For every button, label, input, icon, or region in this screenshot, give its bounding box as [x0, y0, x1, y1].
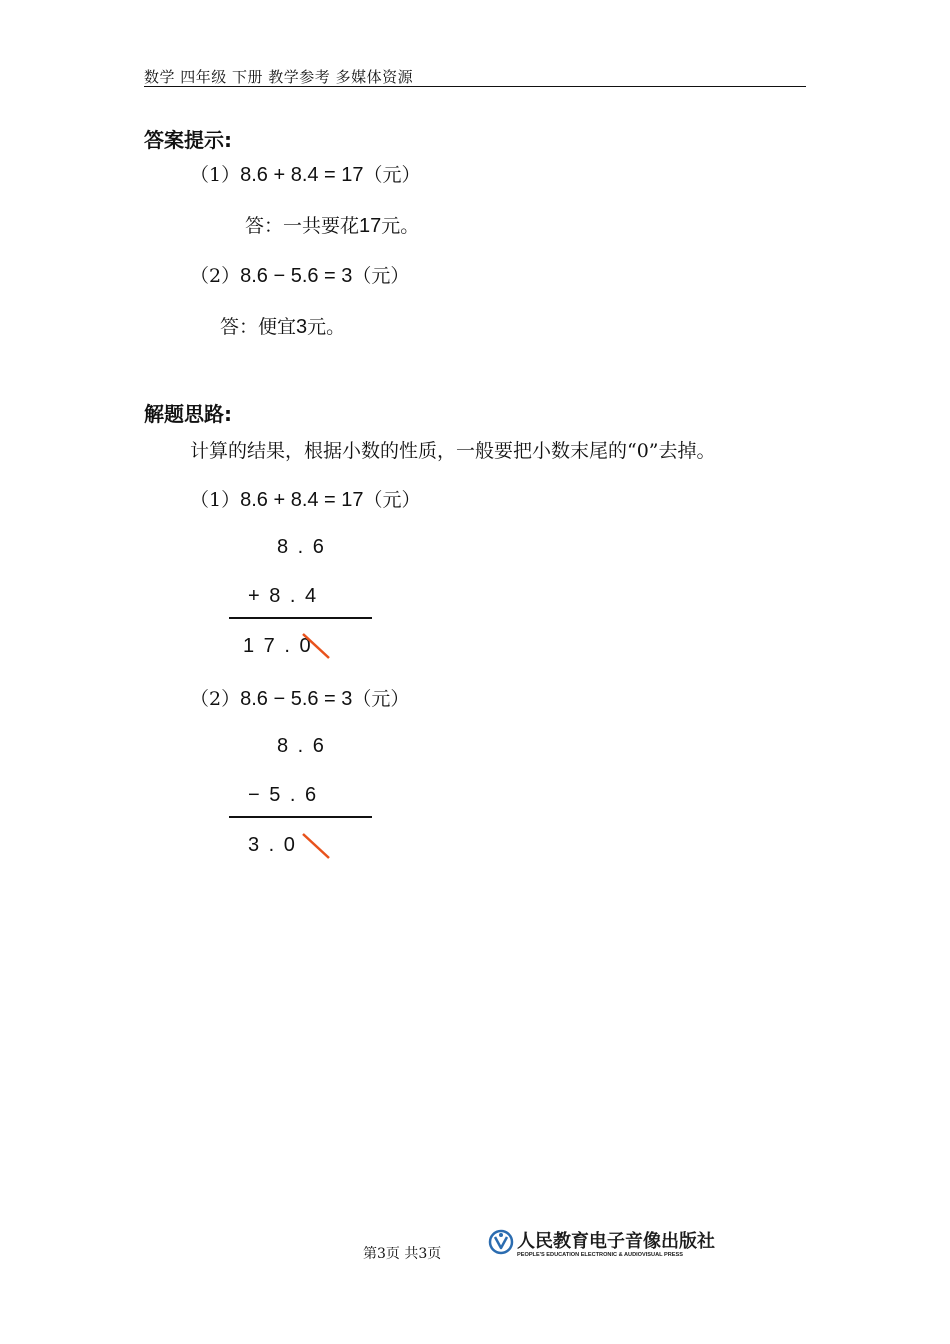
thinking-heading: 解题思路: [144, 402, 232, 426]
thinking-q2-label: （2） [190, 688, 241, 710]
thinking-q1-label: （1） [190, 489, 241, 511]
thinking-q1-expr: 8.6 + 8.4 = 17 [240, 489, 364, 511]
answer-q1-label: （1） [190, 164, 241, 186]
vertical1-strike-mark [300, 630, 334, 662]
vertical2-rule [229, 816, 372, 818]
header-rule [144, 86, 806, 87]
vertical2-second: − 5 . 6 [248, 784, 319, 806]
answer-q1-answer [245, 211, 419, 238]
answer-q2-label: （2） [190, 265, 241, 287]
answer-q1-expr: 8.6 + 8.4 = 17 [240, 164, 364, 186]
page-header: 数学 四年级 下册 教学参考 多媒体资源 [144, 68, 414, 86]
answer-q2 [190, 261, 409, 288]
thinking-intro: 计算的结果，根据小数的性质，一般要把小数末尾的“0”去掉。 [190, 440, 716, 462]
thinking-q2-unit: （元） [352, 688, 410, 710]
footer-page-number: 第3页 共3页 [363, 1246, 442, 1262]
strike-line-1 [303, 634, 329, 658]
vertical1-second: + 8 . 4 [248, 585, 319, 607]
answer-q1-unit: （元） [363, 164, 421, 186]
answer-heading: 答案提示: [144, 128, 232, 152]
thinking-q1 [190, 485, 421, 512]
publisher-logo [488, 1228, 718, 1260]
pep-logo-icon [490, 1231, 512, 1253]
answer-q2-expr: 8.6 − 5.6 = 3 [240, 265, 353, 287]
answer-q2-unit: （元） [352, 265, 410, 287]
vertical2-result: 3 . 0 [248, 834, 297, 856]
answer-q2-answer-num: 3 [296, 316, 308, 338]
thinking-q2-expr: 8.6 − 5.6 = 3 [240, 688, 353, 710]
answer-q1-answer-num: 17 [359, 215, 382, 237]
answer-q2-answer [220, 312, 345, 339]
vertical1-rule [229, 617, 372, 619]
logo-chinese-name: 人民教育电子音像出版社 [517, 1231, 715, 1252]
vertical1-result: 1 7 . 0 [243, 635, 313, 657]
thinking-q2 [190, 684, 409, 711]
vertical2-top: 8 . 6 [277, 735, 326, 757]
strike-line-2 [303, 834, 329, 858]
logo-english-name: PEOPLE'S EDUCATION ELECTRONIC & AUDIOVISUAL PRESS [517, 1252, 683, 1258]
answer-q2-answer-prefix: 答：便宜 [220, 316, 297, 338]
answer-q1 [190, 160, 421, 187]
answer-q1-answer-suffix: 元。 [381, 215, 420, 237]
vertical1-top: 8 . 6 [277, 536, 326, 558]
vertical2-strike-mark [300, 830, 334, 862]
thinking-q1-unit: （元） [363, 489, 421, 511]
answer-q2-answer-suffix: 元。 [307, 316, 346, 338]
answer-q1-answer-prefix: 答：一共要花 [245, 215, 360, 237]
